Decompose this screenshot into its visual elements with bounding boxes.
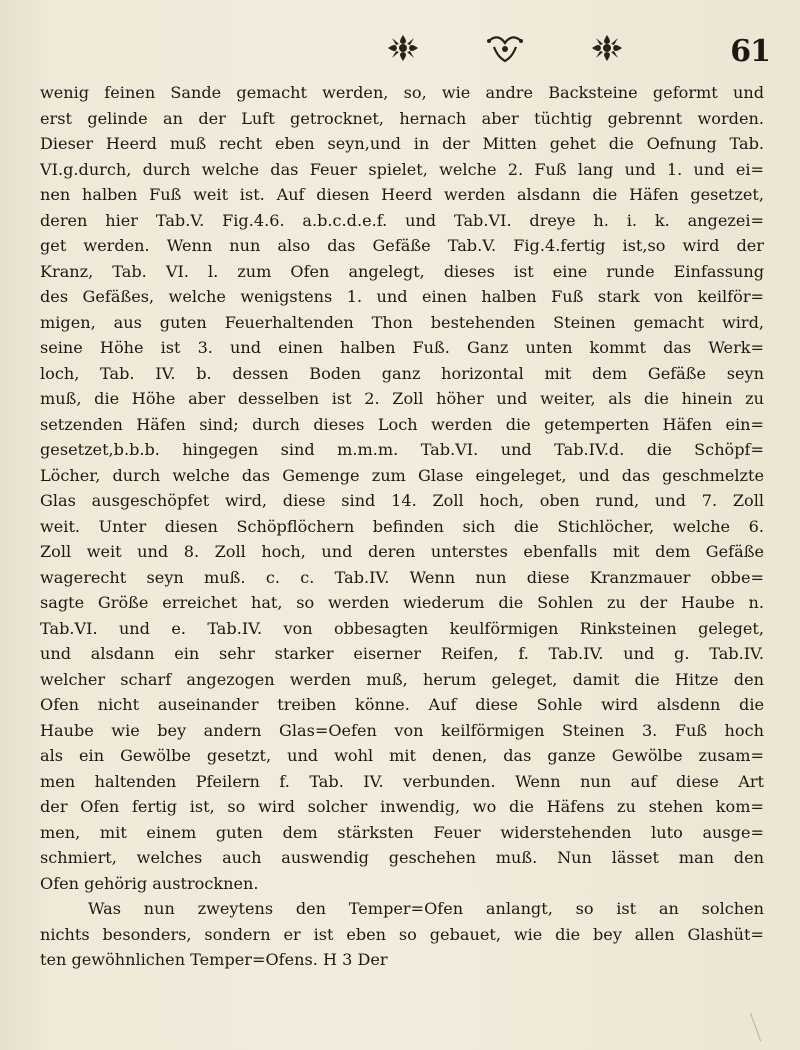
text-line: men, mit einem guten dem stärksten Feuer widerstehenden luto ausge= (40, 822, 764, 842)
text-line: Tab.VI. und e. Tab.IV. von obbesagten keulförmigen Rinksteinen geleget, (40, 618, 764, 638)
text-line: seine Höhe ist 3. und einen halben Fuß. Ganz unten kommt das Werk= (40, 338, 764, 357)
text-line: ten gewöhnlichen Temper=Ofens. H 3 Der (40, 950, 388, 969)
text-line: Zoll weit und 8. Zoll hoch, und deren unterstes ebenfalls mit dem Gefäße (40, 542, 764, 561)
header-ornaments (385, 30, 625, 70)
text-line: sagte Größe erreichet hat, so werden wiederum die Sohlen zu der Haube n. (40, 593, 764, 612)
text-line: nichts besonders, sondern er ist eben so gebauet, wie die bey allen Glashüt= (40, 924, 764, 944)
fleuron-icon (589, 33, 625, 67)
text-line: men haltenden Pfeilern f. Tab. IV. verbunden. Wenn nun auf diese Art (40, 771, 764, 791)
text-line: muß, die Höhe aber desselben ist 2. Zoll höher und weiter, als die hinein zu (40, 389, 764, 408)
text-line: gesetzet,b.b.b. hingegen sind m.m.m. Tab.VI. und Tab.IV.d. die Schöpf= (40, 440, 764, 459)
text-line: Kranz, Tab. VI. l. zum Ofen angelegt, dieses ist eine runde Einfassung (40, 261, 764, 281)
text-line: Glas ausgeschöpfet wird, diese sind 14. Zoll hoch, oben rund, und 7. Zoll (40, 491, 764, 510)
text-line: Löcher, durch welche das Gemenge zum Glase eingeleget, und das geschmelzte (40, 465, 764, 485)
text-line: Dieser Heerd muß recht eben seyn,und in der Mitten gehet die Oefnung Tab. (40, 134, 764, 153)
text-line: setzenden Häfen sind; durch dieses Loch werden die getemperten Häfen ein= (40, 414, 764, 434)
text-line: erst gelinde an der Luft getrocknet, hernach aber tüchtig gebrennt worden. (40, 108, 764, 128)
text-line: des Gefäßes, welche wenigstens 1. und einen halben Fuß stark von keilför= (40, 287, 764, 306)
text-line: Ofen nicht auseinander treiben könne. Auf diese Sohle wird alsdenn die (40, 695, 764, 714)
text-line: VI.g.durch, durch welche das Feuer spielet, welche 2. Fuß lang und 1. und ei= (40, 159, 764, 179)
text-line: Was nun zweytens den Temper=Ofen anlangt, so ist an solchen (88, 899, 764, 918)
text-line: welcher scharf angezogen werden muß, herum geleget, damit die Hitze den (40, 669, 764, 689)
text-line: schmiert, welches auch auswendig geschehen muß. Nun lässet man den (40, 848, 764, 867)
text-line: deren hier Tab.V. Fig.4.6. a.b.c.d.e.f. und Tab.VI. dreye h. i. k. angezei= (40, 210, 764, 230)
text-line: migen, aus guten Feuerhaltenden Thon bestehenden Steinen gemacht wird, (40, 312, 764, 332)
fleuron-icon (385, 33, 421, 67)
text-line: Ofen gehörig austrocknen. (40, 873, 259, 893)
heart-ornament-icon (485, 33, 525, 67)
text-line: wenig feinen Sande gemacht werden, so, wie andre Backsteine geformt und (40, 83, 764, 102)
text-line: wagerecht seyn muß. c. c. Tab.IV. Wenn nun diese Kranzmauer obbe= (40, 567, 764, 587)
text-line: get werden. Wenn nun also das Gefäße Tab.V. Fig.4.fertig ist,so wird der (40, 236, 764, 255)
body-text (40, 80, 764, 1040)
text-line: loch, Tab. IV. b. dessen Boden ganz horizontal mit dem Gefäße seyn (40, 363, 764, 383)
text-line: als ein Gewölbe gesetzt, und wohl mit denen, das ganze Gewölbe zusam= (40, 746, 764, 765)
page-header (0, 30, 800, 70)
text-line: weit. Unter diesen Schöpflöchern befinden sich die Stichlöcher, welche 6. (40, 516, 764, 536)
text-line: nen halben Fuß weit ist. Auf diesen Heerd werden alsdann die Häfen gesetzet, (40, 185, 764, 204)
text-line: Haube wie bey andern Glas=Oefen von keilförmigen Steinen 3. Fuß hoch (40, 720, 764, 740)
page-number: 61 (730, 34, 770, 69)
text-line: und alsdann ein sehr starker eiserner Reifen, f. Tab.IV. und g. Tab.IV. (40, 644, 764, 663)
text-line: der Ofen fertig ist, so wird solcher inwendig, wo die Häfens zu stehen kom= (40, 797, 764, 816)
